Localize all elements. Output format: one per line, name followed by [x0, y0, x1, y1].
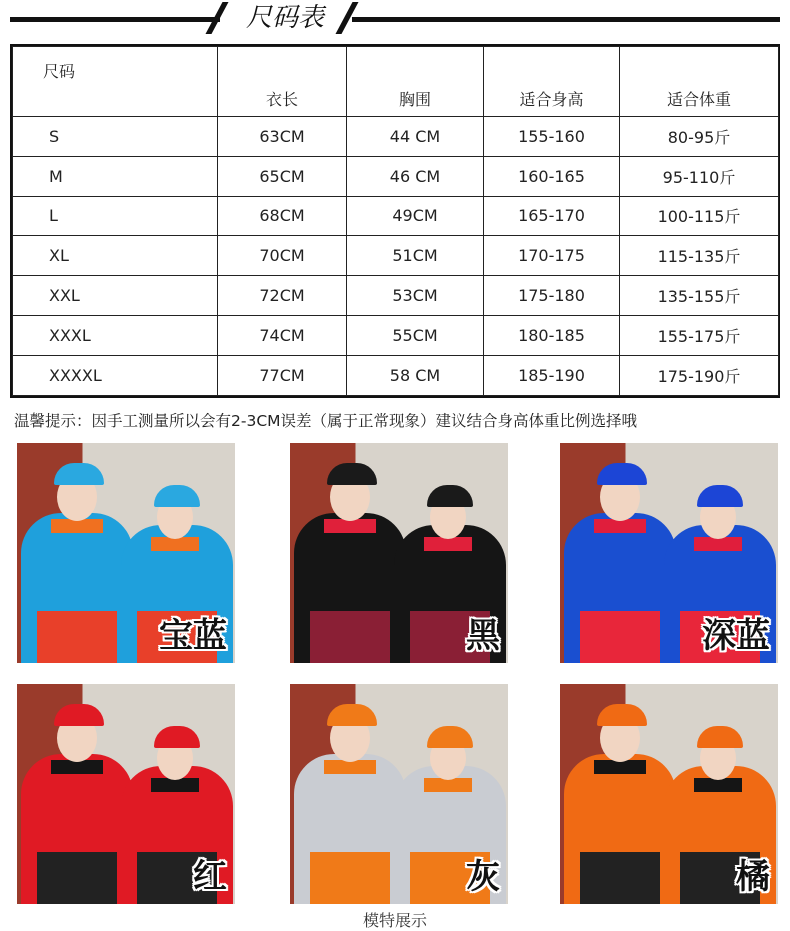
size-tip-note: 温馨提示：因手工测量所以会有2-3CM误差（属于正常现象）建议结合身高体重比例选择哦 [14, 412, 638, 430]
page-title: 尺码表 [245, 3, 324, 33]
table-cell: M [13, 156, 218, 196]
table-cell: 74CM [218, 316, 347, 356]
banner-line-right [352, 17, 780, 22]
table-cell: 44 CM [347, 116, 484, 156]
table-row [13, 356, 779, 396]
table-cell: 58 CM [347, 356, 484, 396]
model-apron [310, 852, 390, 904]
table-row [13, 276, 779, 316]
size-chart-table [10, 44, 780, 398]
shirt-collar [594, 760, 646, 774]
table-cell: 185-190 [484, 356, 620, 396]
table-cell: L [13, 196, 218, 236]
model-photo-royal-blue [17, 443, 235, 663]
table-cell: 65CM [218, 156, 347, 196]
color-label: 宝蓝 [159, 616, 227, 656]
header-cell-size: 尺码 [13, 47, 218, 117]
shirt-collar [694, 537, 742, 551]
table-cell: 180-185 [484, 316, 620, 356]
model-apron [580, 852, 660, 904]
color-label: 深蓝 [702, 616, 770, 656]
shirt-collar [424, 778, 472, 792]
color-label: 灰 [466, 857, 500, 897]
table-cell: 170-175 [484, 236, 620, 276]
shirt-collar [51, 760, 103, 774]
table-cell: 72CM [218, 276, 347, 316]
model-photo-orange [560, 684, 778, 904]
model-photo-gray [290, 684, 508, 904]
model-photo-black [290, 443, 508, 663]
table-cell: 77CM [218, 356, 347, 396]
color-label: 黑 [466, 616, 500, 656]
table-cell: 80-95斤 [620, 116, 779, 156]
table-cell: 175-190斤 [620, 356, 779, 396]
model-apron [37, 611, 117, 663]
header-cell-height: 适合身高 [484, 47, 620, 117]
table-cell: 46 CM [347, 156, 484, 196]
table-cell: 100-115斤 [620, 196, 779, 236]
model-apron [310, 611, 390, 663]
table-row [13, 236, 779, 276]
shirt-collar [151, 537, 199, 551]
header-cell-weight: 适合体重 [620, 47, 779, 117]
table-cell: 115-135斤 [620, 236, 779, 276]
shirt-collar [51, 519, 103, 533]
table-cell: XL [13, 236, 218, 276]
model-showcase-caption: 模特展示 [362, 911, 427, 930]
table-cell: 49CM [347, 196, 484, 236]
table-cell: 160-165 [484, 156, 620, 196]
shirt-collar [151, 778, 199, 792]
shirt-collar [694, 778, 742, 792]
shirt-collar [424, 537, 472, 551]
table-cell: 63CM [218, 116, 347, 156]
table-cell: XXL [13, 276, 218, 316]
table-cell: XXXXL [13, 356, 218, 396]
table-cell: 95-110斤 [620, 156, 779, 196]
table-cell: 53CM [347, 276, 484, 316]
table-cell: 135-155斤 [620, 276, 779, 316]
model-apron [580, 611, 660, 663]
shirt-collar [324, 760, 376, 774]
shirt-collar [324, 519, 376, 533]
header-cell-chest: 胸围 [347, 47, 484, 117]
table-cell: 165-170 [484, 196, 620, 236]
color-label: 红 [193, 857, 227, 897]
banner-line-left [10, 17, 220, 22]
model-apron [37, 852, 117, 904]
table-cell: 155-175斤 [620, 316, 779, 356]
table-row [13, 316, 779, 356]
title-banner [0, 0, 790, 36]
table-row [13, 116, 779, 156]
shirt-collar [594, 519, 646, 533]
table-cell: 55CM [347, 316, 484, 356]
model-photo-dark-blue [560, 443, 778, 663]
table-cell: 68CM [218, 196, 347, 236]
table-cell: 175-180 [484, 276, 620, 316]
table-cell: XXXL [13, 316, 218, 356]
table-cell: 70CM [218, 236, 347, 276]
table-row [13, 156, 779, 196]
table-cell: 51CM [347, 236, 484, 276]
table-row [13, 196, 779, 236]
color-label: 橘 [736, 857, 770, 897]
header-cell-length: 衣长 [218, 47, 347, 117]
model-photo-red [17, 684, 235, 904]
table-header-row [13, 47, 779, 117]
table-cell: S [13, 116, 218, 156]
table-cell: 155-160 [484, 116, 620, 156]
